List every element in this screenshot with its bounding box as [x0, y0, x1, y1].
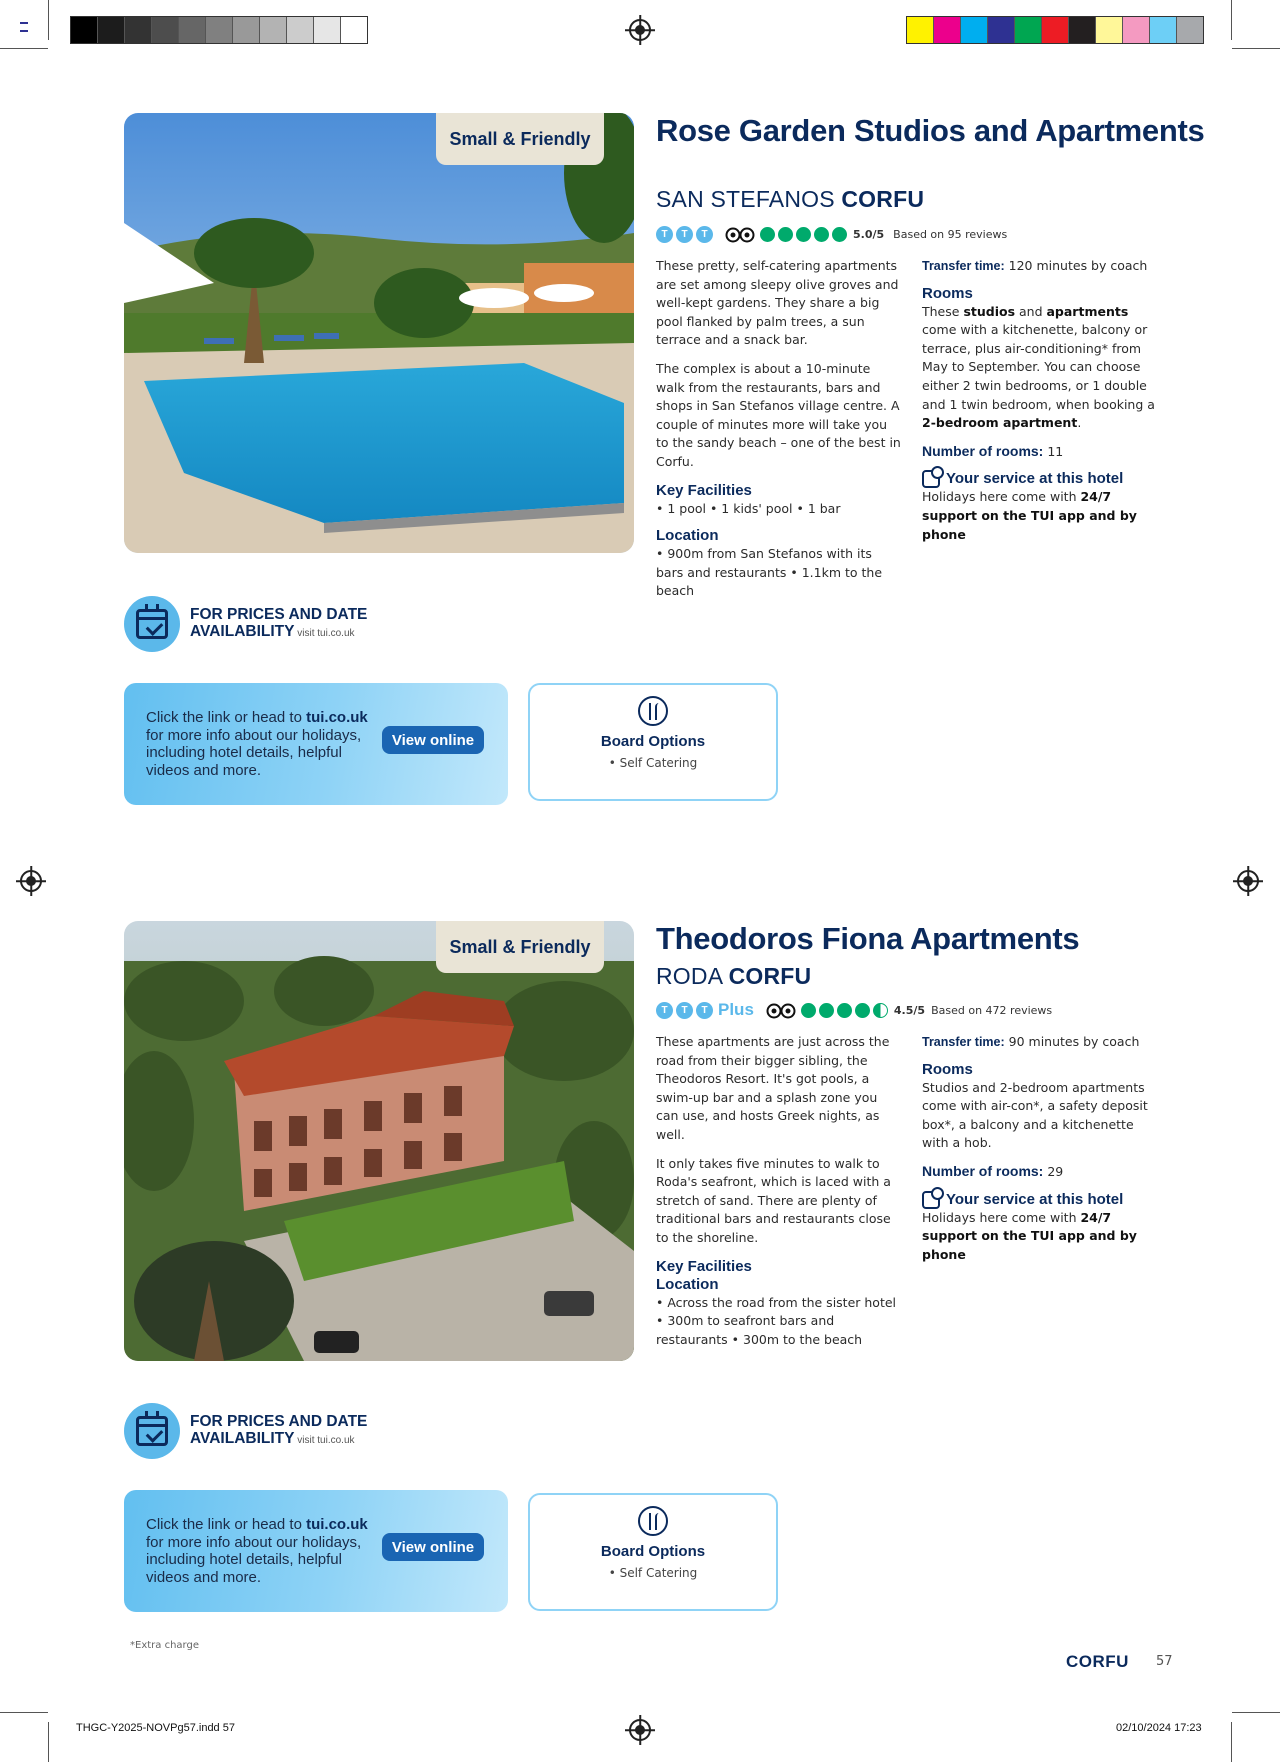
description-column	[656, 257, 902, 610]
visit-link-text: visit tui.co.uk	[294, 628, 355, 639]
rooms-heading: Rooms	[922, 284, 973, 302]
service-heading: Your service at this hotel	[922, 1191, 1162, 1209]
review-bubble-icon	[760, 227, 775, 242]
review-count: Based on 95 reviews	[893, 227, 1008, 241]
review-bubble-icon	[837, 1003, 852, 1018]
board-options-box	[528, 683, 778, 801]
location-region: CORFU	[841, 186, 925, 212]
print-slug-date: 02/10/2024 17:23	[1116, 1722, 1202, 1734]
hotel-location	[656, 186, 924, 213]
color-swatch	[1096, 17, 1123, 43]
prices-line-2: AVAILABILITY	[190, 1430, 295, 1447]
board-options-title: Board Options	[600, 733, 706, 750]
grey-swatch	[314, 17, 341, 43]
grey-swatch	[341, 17, 367, 43]
review-bubble-icon	[796, 227, 811, 242]
visit-link-text: visit tui.co.uk	[294, 1435, 355, 1446]
location-heading: Location	[656, 1275, 719, 1293]
description-paragraph: These pretty, self-catering apartments are set among sleepy olive groves and well-kept gardens. They share a big pool flanked by palm trees, a sun terrace and a snack bar.	[656, 258, 899, 348]
review-count: Based on 472 reviews	[931, 1003, 1053, 1017]
location-town: SAN STEFANOS	[656, 186, 835, 212]
grey-swatch	[179, 17, 206, 43]
prices-line-2: AVAILABILITY	[190, 623, 295, 640]
color-bar-mark	[20, 22, 28, 32]
color-swatch	[1015, 17, 1042, 43]
tripadvisor-owl-icon	[766, 1001, 796, 1019]
footnote-extra-charge: *Extra charge	[130, 1640, 199, 1651]
grey-swatch	[152, 17, 179, 43]
board-options-box	[528, 1493, 778, 1611]
review-score: 5.0/5	[853, 227, 885, 241]
color-swatch-bar	[906, 16, 1204, 44]
grey-swatch	[206, 17, 233, 43]
color-swatch	[961, 17, 988, 43]
description-paragraph: These apartments are just across the road from their bigger sibling, the Theodoros Resort. It's got pools, a swim-up bar and a splash zone you can use, and hosts Greek nights, as well.	[656, 1034, 890, 1142]
location-details: • Across the road from the sister hotel • 300m to seafront bars and restaurants • 300m to the beach	[656, 1294, 897, 1347]
board-options-title: Board Options	[600, 1543, 706, 1560]
rooms-details: These studios and apartments come with a kitchenette, balcony or terrace, plus air-conditioning* from May to September. You can choose either 2 twin bedrooms, or 1 double and 1 twin bedroom, when booking a 2-bedroom apartment.	[922, 303, 1155, 431]
location-town: RODA	[656, 963, 722, 989]
prices-availability	[124, 595, 367, 653]
pool-photo-illustration	[124, 113, 634, 553]
rating-row	[656, 999, 1052, 1021]
calendar-check-icon	[124, 596, 180, 652]
number-of-rooms: Number of rooms: 11	[922, 442, 1064, 459]
location-heading: Location	[656, 527, 719, 545]
description-column	[656, 1033, 902, 1358]
color-swatch	[1177, 17, 1203, 43]
review-half-bubble-icon	[873, 1003, 888, 1018]
tui-rating-t-icon: T	[696, 1002, 713, 1019]
review-score: 4.5/5	[893, 1003, 926, 1017]
service-details: Holidays here come with 24/7 support on the TUI app and by phone	[922, 1209, 1137, 1262]
grey-swatch	[260, 17, 287, 43]
prices-line-1: FOR PRICES AND DATE	[190, 606, 368, 623]
phone-support-icon	[922, 470, 940, 488]
color-swatch	[1042, 17, 1069, 43]
number-of-rooms: Number of rooms: 29	[922, 1162, 1064, 1179]
color-swatch	[934, 17, 961, 43]
tui-rating-t-icon: T	[676, 1002, 693, 1019]
grey-swatch	[71, 17, 98, 43]
tui-rating-t-icon: T	[696, 226, 713, 243]
small-friendly-badge: Small & Friendly	[436, 921, 604, 973]
review-bubble-icon	[814, 227, 829, 242]
prices-availability	[124, 1402, 367, 1460]
view-online-promo	[124, 683, 508, 805]
tui-rating-t-icon: T	[656, 226, 673, 243]
rating-row	[656, 223, 1007, 245]
registration-mark-bottom	[629, 1719, 651, 1741]
color-swatch	[1069, 17, 1096, 43]
location-details: • 900m from San Stefanos with its bars and restaurants • 1.1km to the beach	[656, 546, 883, 599]
location-region: CORFU	[728, 963, 812, 989]
hotel-photo-pool	[124, 113, 634, 553]
hotel-title: Theodoros Fiona Apartments	[656, 921, 1080, 956]
color-swatch	[1150, 17, 1177, 43]
grey-swatch	[233, 17, 260, 43]
description-paragraph: The complex is about a 10-minute walk from the restaurants, bars and shops in San Stefanos village centre. A couple of minutes more will take you to the sandy beach – one of the best in Corfu.	[656, 360, 901, 469]
grey-swatch	[98, 17, 125, 43]
key-facilities-list: • 1 pool • 1 kids' pool • 1 bar	[656, 500, 841, 516]
description-paragraph: It only takes five minutes to walk to Roda's seafront, which is laced with a stretch of sand. There are plenty of traditional bars and restaurants close to the shoreline.	[656, 1155, 891, 1245]
building-photo-illustration	[124, 921, 634, 1361]
review-bubble-icon	[855, 1003, 870, 1018]
view-online-button[interactable]: View online	[382, 726, 484, 754]
hotel-title: Rose Garden Studios and Apartments	[656, 113, 1205, 148]
registration-mark-right	[1237, 870, 1259, 892]
page-number: 57	[1156, 1654, 1173, 1669]
details-column	[922, 1033, 1162, 1273]
key-facilities-heading: Key Facilities	[656, 1257, 752, 1275]
hotel-location	[656, 963, 811, 990]
cutlery-icon	[638, 696, 668, 726]
tui-rating-t-icon: T	[676, 226, 693, 243]
grey-swatch	[125, 17, 152, 43]
review-bubble-icon	[832, 227, 847, 242]
prices-line-1: FOR PRICES AND DATE	[190, 1413, 368, 1430]
color-swatch	[988, 17, 1015, 43]
promo-text: Click the link or head to tui.co.uk for more info about our holidays, including hotel details, helpful videos and more.	[146, 1516, 368, 1586]
view-online-button[interactable]: View online	[382, 1533, 484, 1561]
transfer-time: Transfer time: 90 minutes by coach	[922, 1034, 1140, 1049]
color-swatch	[1123, 17, 1150, 43]
calendar-check-icon	[124, 1403, 180, 1459]
cutlery-icon	[638, 1506, 668, 1536]
print-slug-filename: THGC-Y2025-NOVPg57.indd 57	[76, 1722, 235, 1734]
promo-text: Click the link or head to tui.co.uk for more info about our holidays, including hotel details, helpful videos and more.	[146, 709, 368, 779]
small-friendly-badge: Small & Friendly	[436, 113, 604, 165]
registration-mark-top	[629, 19, 651, 41]
rooms-heading: Rooms	[922, 1060, 973, 1078]
service-heading: Your service at this hotel	[922, 470, 1162, 488]
view-online-promo	[124, 1490, 508, 1612]
registration-mark-left	[20, 870, 42, 892]
review-bubble-icon	[819, 1003, 834, 1018]
color-swatch	[907, 17, 934, 43]
review-bubble-icon	[778, 227, 793, 242]
grey-swatch	[287, 17, 314, 43]
details-column	[922, 257, 1162, 553]
tui-rating-t-icon: T	[656, 1002, 673, 1019]
phone-support-icon	[922, 1191, 940, 1209]
tripadvisor-owl-icon	[725, 225, 755, 243]
footer-section-name: CORFU	[1066, 1652, 1129, 1671]
tui-rating-plus: Plus	[718, 1000, 754, 1019]
review-bubble-icon	[801, 1003, 816, 1018]
grey-swatch-bar	[70, 16, 368, 44]
hotel-photo-building	[124, 921, 634, 1361]
board-option-item: • Self Catering	[608, 1566, 698, 1580]
transfer-time: Transfer time: 120 minutes by coach	[922, 258, 1148, 273]
board-option-item: • Self Catering	[608, 756, 698, 770]
key-facilities-heading: Key Facilities	[656, 481, 752, 499]
rooms-details: Studios and 2-bedroom apartments come with air-con*, a safety deposit box*, a balcony and a kitchenette with a hob.	[922, 1079, 1148, 1151]
service-details: Holidays here come with 24/7 support on the TUI app and by phone	[922, 489, 1137, 542]
